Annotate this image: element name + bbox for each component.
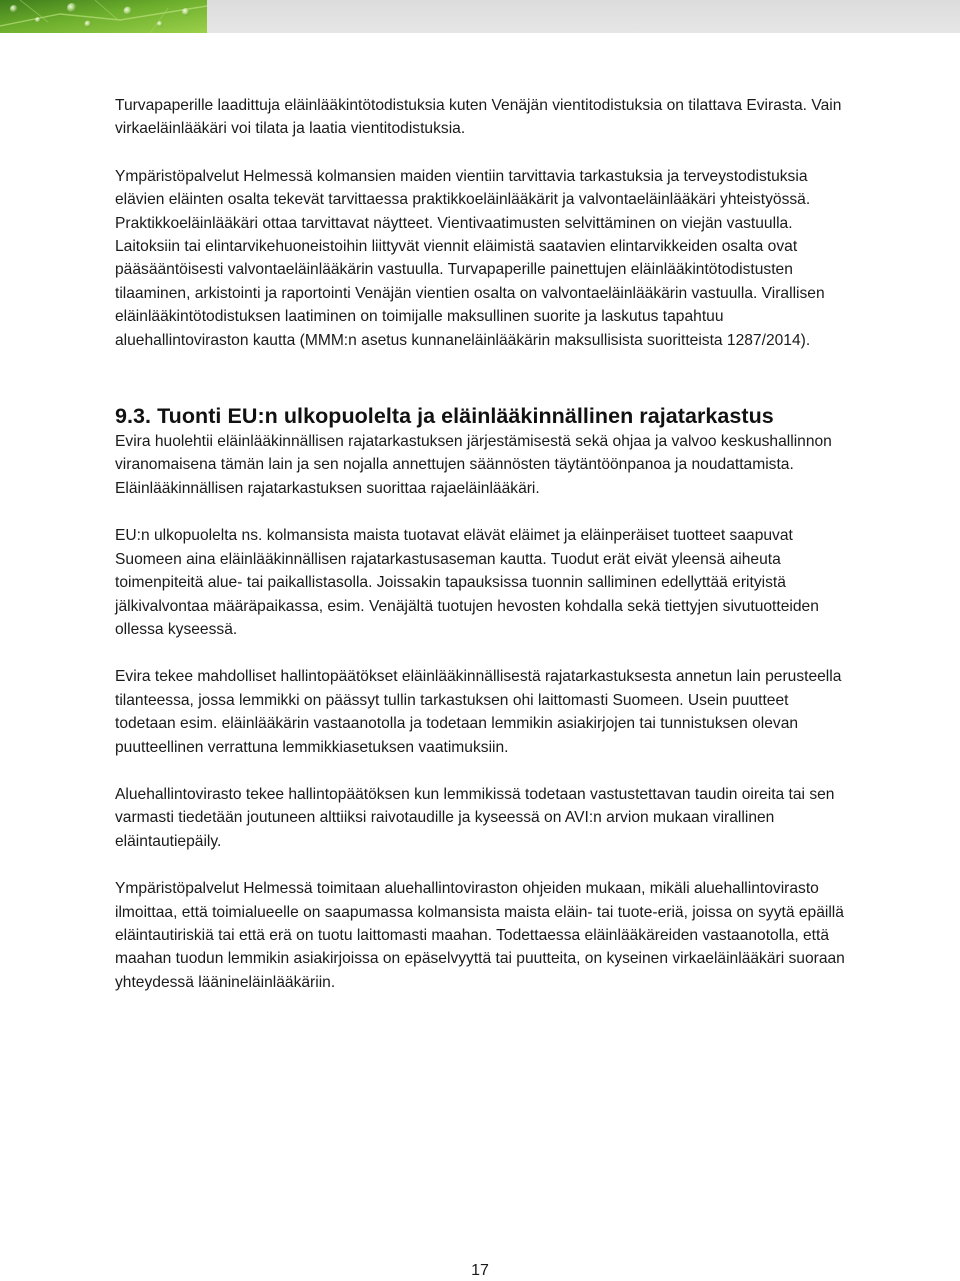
paragraph: Evira tekee mahdolliset hallintopäätökset eläinlääkinnällisestä rajatarkastuksesta annetun lain perusteella tilanteessa, jossa lemmikki on päässyt tullin tarkastuksen ohi laittomasti Suomeen. Usein puutteet todetaan esim. eläinlääkärin vastaanotolla ja todetaan lemmikin asiakirjojen tai tunnistuksen olevan puutteellinen verrattuna lemmikkiasetuksen vaatimuksiin. bbox=[115, 668, 842, 756]
paragraph: Aluehallintovirasto tekee hallintopäätöksen kun lemmikissä todetaan vastustettavan taudin oireita tai sen varmasti tiedetään joutuneen alttiiksi raivotaudille ja kyseessä on AVI:n arvion mukaan virallinen eläintautiepäily. bbox=[115, 785, 835, 850]
paragraph: Ympäristöpalvelut Helmessä toimitaan aluehallintoviraston ohjeiden mukaan, mikäli aluehallintovirasto ilmoittaa, että toimialueelle on saapumassa kolmansista maista eläin- tai tuote-eriä, joissa on syytä epäillä eläintautiriskiä tai että erä on tuotu laittomasti maahan. Todettaessa eläinlääkäreiden vastaanotolla, että maahan tuodun lemmikin asiakirjoissa on epäselvyyttä tai puutteita, on kyseinen virkaeläinlääkäri suoraan yhteydessä läänineläinlääkäriin. bbox=[115, 880, 845, 991]
paragraph: EU:n ulkopuolelta ns. kolmansista maista tuotavat elävät eläimet ja eläinperäiset tuotteet saapuvat Suomeen aina eläinlääkinnällisen rajatarkastusaseman kautta. Tuodut erät eivät yleensä aiheuta toimenpiteitä alue- tai paikallistasolla. Joissakin tapauksissa tuonnin salliminen edellyttää erityistä jälkivalvontaa määräpaikassa, esim. Venäjältä tuotujen hevosten kohdalla sekä tiettyjen sivutuotteiden ollessa kyseessä. bbox=[115, 527, 819, 638]
section-heading: 9.3. Tuonti EU:n ulkopuolelta ja eläinlääkinnällinen rajatarkastus bbox=[115, 404, 774, 429]
paragraph: Turvapaperille laadittuja eläinlääkintötodistuksia kuten Venäjän vientitodistuksia on tilattava Evirasta. Vain virkaeläinlääkäri voi tilata ja laatia vientitodistuksia. bbox=[115, 97, 842, 138]
paragraph: Evira huolehtii eläinlääkinnällisen rajatarkastuksen järjestämisestä sekä ohjaa ja valvoo keskushallinnon viranomaisena tämän lain ja sen nojalla annettujen säännösten täytäntöönpanoa ja noudattamista. Eläinlääkinnällisen rajatarkastuksen suorittaa rajaeläinlääkäri. bbox=[115, 433, 832, 497]
paragraph: Ympäristöpalvelut Helmessä kolmansien maiden vientiin tarvittavia tarkastuksia ja terveystodistuksia elävien eläinten osalta tekevät tarvittaessa praktikkoeläinlääkärit ja valvontaeläinlääkäri yhteistyössä. Praktikkoeläinlääkäri ottaa tarvittavat näytteet. Vientivaatimusten selvittäminen on viejän vastuulla. Laitoksiin tai elintarvikehuoneistoihin liittyvät viennit eläimistä saatavien elintarvikkeiden osalta ovat pääsääntöisesti valvontaeläinlääkärin vastuulla. Turvapaperille painettujen eläinlääkintötodistusten tilaaminen, arkistointi ja raportointi Venäjän vientien osalta on valvontaeläinlääkärin vastuulla. Virallisen eläinlääkintötodistuksen laatiminen on toimijalle maksullinen suorite ja laskutus tapahtuu aluehallintoviraston kautta (MMM:n asetus kunnaneläinlääkärin maksullisista suoritteista 1287/2014). bbox=[115, 167, 825, 349]
page-number: 17 bbox=[471, 1262, 489, 1279]
leaf-icon bbox=[0, 0, 207, 33]
leaf-image bbox=[0, 0, 207, 33]
main-content bbox=[115, 94, 845, 994]
